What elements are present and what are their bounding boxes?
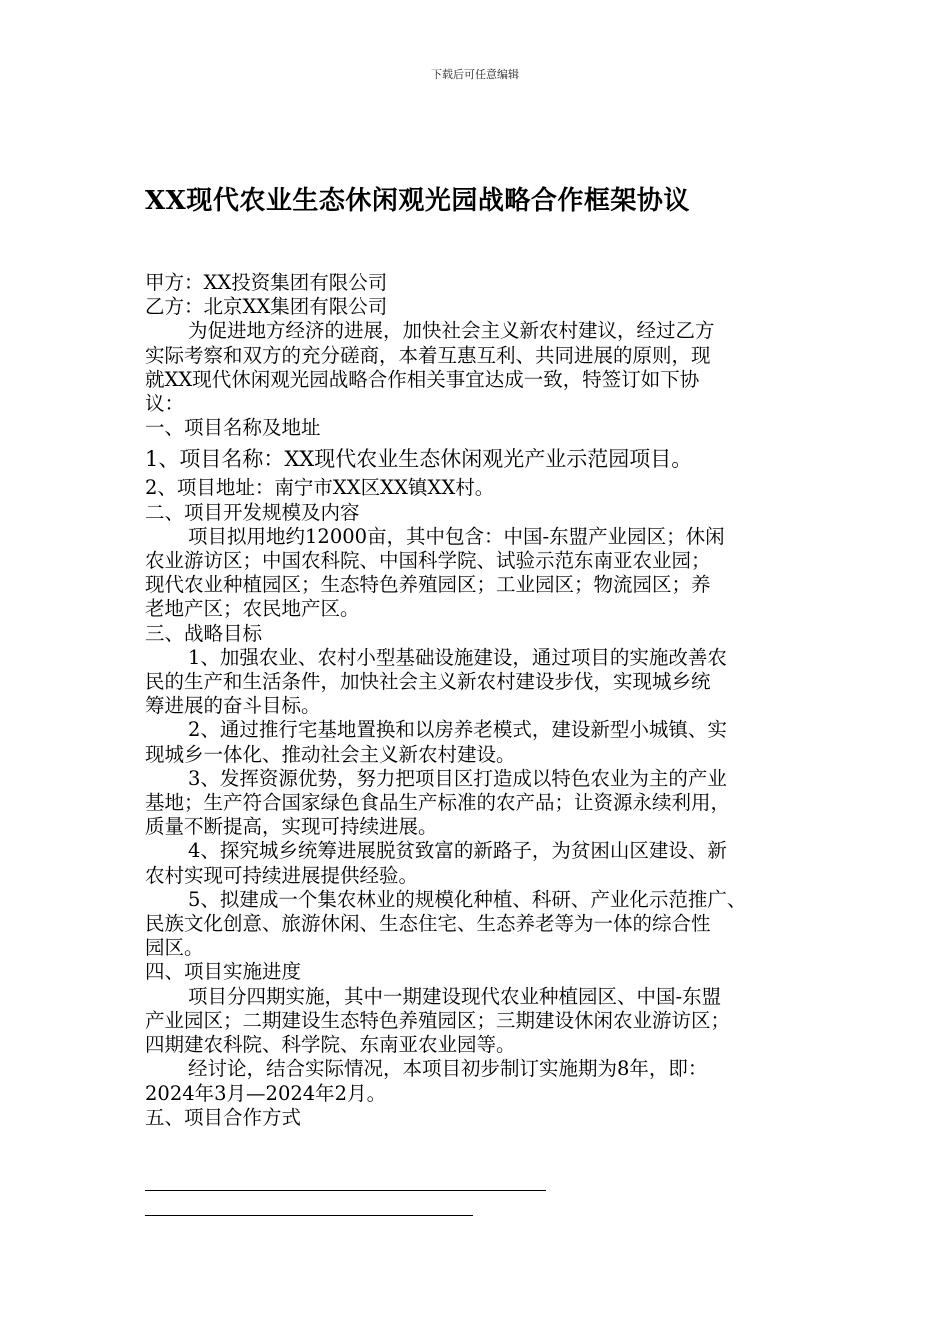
goal-3-line: 基地；生产符合国家绿色食品生产标准的农产品；让资源永续利用， [145, 791, 731, 815]
schedule-line: 产业园区；二期建设生态特色养殖园区；三期建设休闲农业游访区； [145, 1008, 731, 1032]
blank-line-divider [145, 1190, 546, 1191]
preamble-line: 议： [145, 392, 185, 416]
goal-1-line: 1、加强农业、农村小型基础设施建设，通过项目的实施改善农 [188, 645, 727, 669]
scale-line: 老地产区；农民地产区。 [145, 597, 360, 621]
goal-1-line: 民的生产和生活条件，加快社会主义新农村建设步伐，实现城乡统 [145, 670, 711, 694]
party-b: 乙方：北京XX集团有限公司 [145, 295, 388, 319]
document-body [145, 271, 825, 1130]
blank-line-divider [145, 1215, 473, 1216]
goal-5-line: 5、拟建成一个集农林业的规模化种植、科研、产业化示范推广、 [188, 887, 747, 911]
section-heading-5: 五、项目合作方式 [145, 1105, 302, 1129]
goal-5-line: 园区。 [145, 936, 204, 960]
section-heading-4: 四、项目实施进度 [145, 960, 302, 984]
preamble-line: 为促进地方经济的进展，加快社会主义新农村建议，经过乙方 [188, 319, 715, 343]
goal-2-line: 2、通过推行宅基地置换和以房养老模式，建设新型小城镇、实 [188, 718, 727, 742]
goal-3-line: 3、发挥资源优势，努力把项目区打造成以特色农业为主的产业 [188, 766, 727, 790]
section-heading-2: 二、项目开发规模及内容 [145, 500, 360, 524]
section-heading-1: 一、项目名称及地址 [145, 416, 321, 440]
period-line: 2024年3月—2024年2月。 [145, 1081, 387, 1105]
project-name: 1、项目名称：XX现代农业生态休闲观光产业示范园项目。 [145, 447, 693, 472]
header-note: 下载后可任意编辑 [431, 68, 519, 81]
preamble-line: 实际考察和双方的充分磋商，本着互惠互利、共同进展的原则，现 [145, 343, 711, 367]
schedule-line: 项目分四期实施，其中一期建设现代农业种植园区、中国-东盟 [188, 984, 722, 1008]
document-title: XX现代农业生态休闲观光园战略合作框架协议 [145, 186, 690, 216]
goal-3-line: 质量不断提高，实现可持续进展。 [145, 815, 438, 839]
period-line: 经讨论，结合实际情况，本项目初步制订实施期为8年，即： [188, 1057, 708, 1081]
preamble-line: 就XX现代休闲观光园战略合作相关事宜达成一致，特签订如下协 [145, 367, 700, 391]
project-address: 2、项目地址：南宁市XX区XX镇XX村。 [145, 476, 495, 500]
scale-line: 项目拟用地约12000亩，其中包含：中国-东盟产业园区；休闲 [188, 524, 725, 548]
schedule-line: 四期建农科院、科学院、东南亚农业园等。 [145, 1033, 516, 1057]
party-a: 甲方：XX投资集团有限公司 [145, 271, 388, 294]
section-heading-3: 三、战略目标 [145, 621, 263, 645]
goal-5-line: 民族文化创意、旅游休闲、生态住宅、生态养老等为一体的综合性 [145, 912, 711, 936]
goal-4-line: 4、探究城乡统筹进展脱贫致富的新路子，为贫困山区建设、新 [188, 839, 727, 863]
goal-2-line: 现城乡一体化、推动社会主义新农村建设。 [145, 742, 516, 766]
scale-line: 农业游访区；中国农科院、中国科学院、试验示范东南亚农业园； [145, 549, 711, 573]
goal-1-line: 筹进展的奋斗目标。 [145, 694, 321, 718]
goal-4-line: 农村实现可持续进展提供经验。 [145, 863, 419, 887]
scale-line: 现代农业种植园区；生态特色养殖园区；工业园区；物流园区；养 [145, 573, 711, 597]
